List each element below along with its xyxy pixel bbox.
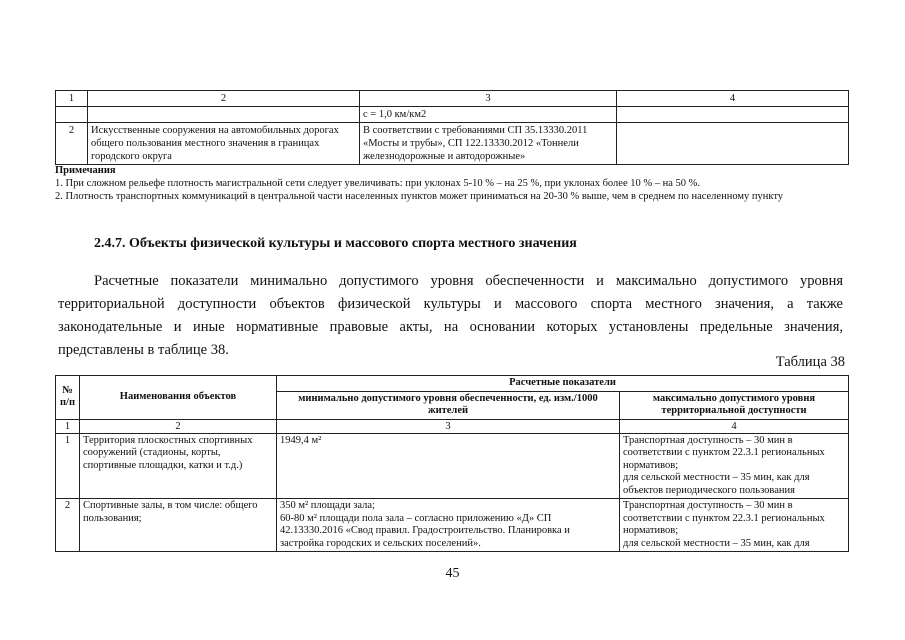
header-min-level: минимально допустимого уровня обеспеченности, ед. изм./1000 жителей	[277, 391, 620, 419]
header-number: № п/п	[56, 376, 80, 420]
row-object-name: Территория плоскостных спортивных сооружений (стадионы, корты, спортивные площадки, катки и т.д.)	[80, 433, 277, 499]
max-level-line: Транспортная доступность – 30 мин в соответствии с пунктом 22.3.1 региональных нормативов;	[623, 434, 825, 471]
max-level-line: для сельской местности – 35 мин, как для	[623, 537, 810, 549]
page-number: 45	[445, 566, 460, 581]
row-min-level	[277, 499, 620, 552]
row-name: Искусственные сооружения на автомобильных дорогах общего пользования местного значения в границах городского округа	[88, 123, 360, 165]
table-row	[56, 107, 849, 123]
note-item: 1. При сложном рельефе плотность магистральной сети следует увеличивать: при уклонах 5-10 % – на 25 %, при уклонах более 10 % – на 50 %.	[55, 178, 701, 189]
intro-paragraph: Расчетные показатели минимально допустимого уровня обеспеченности и максимально допустимого уровня территориальной доступности объектов физической культуры и массового спорта местного значения, а также законодательные и иные нормативные правовые акты, на основании которых установлены предельные значения, представлены в таблице 38.	[58, 273, 843, 358]
min-level-line: 60-80 м² площади пола зала – согласно приложению «Д» СП 42.13330.2016 «Свод правил. Градостроительство. Планировка и застройка городских и сельских поселений».	[280, 512, 570, 549]
col-number: 2	[88, 91, 360, 107]
row-number: 2	[56, 499, 80, 552]
section-heading: 2.4.7. Объекты физической культуры и массового спорта местного значения	[94, 236, 577, 251]
row-name	[88, 107, 360, 123]
row-value: В соответствии с требованиями СП 35.13330.2011 «Мосты и трубы», СП 122.13330.2012 «Тоннели железнодорожные и автодорожные»	[360, 123, 617, 165]
row-col4	[617, 107, 849, 123]
note-item: 2. Плотность транспортных коммуникаций в центральной части населенных пунктов может приниматься на 20-30 % выше, чем в среднем по населенному пункту	[55, 191, 784, 202]
row-min-level	[277, 433, 620, 499]
row-max-level	[620, 499, 849, 552]
col-index: 3	[277, 419, 620, 433]
header-object-name: Наименования объектов	[80, 376, 277, 420]
row-number: 1	[56, 433, 80, 499]
table-index-row	[56, 419, 849, 433]
row-max-level	[620, 433, 849, 499]
row-object-name: Спортивные залы, в том числе: общего пользования;	[80, 499, 277, 552]
notes-block	[55, 164, 855, 203]
col-number: 1	[56, 91, 88, 107]
table-header-row	[56, 91, 849, 107]
row-col4	[617, 123, 849, 165]
table-caption: Таблица 38	[775, 354, 845, 370]
max-level-line: Транспортная доступность – 30 мин в соответствии с пунктом 22.3.1 региональных нормативов;	[623, 500, 825, 536]
col-number: 4	[617, 91, 849, 107]
col-index: 1	[56, 419, 80, 433]
header-max-level: максимально допустимого уровня территориальной доступности	[620, 391, 849, 419]
header-indicators: Расчетные показатели	[277, 376, 849, 392]
row-number: 2	[56, 123, 88, 165]
continuation-table	[55, 90, 849, 165]
min-level-line: 1949,4 м²	[280, 434, 322, 446]
col-index: 2	[80, 419, 277, 433]
table-38	[55, 375, 849, 552]
row-value: c = 1,0 км/км2	[360, 107, 617, 123]
table-row	[56, 123, 849, 165]
table-header-row	[56, 376, 849, 392]
col-index: 4	[620, 419, 849, 433]
table-row	[56, 499, 849, 552]
table-row	[56, 433, 849, 499]
row-number	[56, 107, 88, 123]
max-level-line: для сельской местности – 35 мин, как для объектов периодического пользования	[623, 472, 810, 496]
min-level-line: 350 м² площади зала;	[280, 500, 375, 511]
col-number: 3	[360, 91, 617, 107]
notes-title: Примечания	[55, 165, 116, 176]
